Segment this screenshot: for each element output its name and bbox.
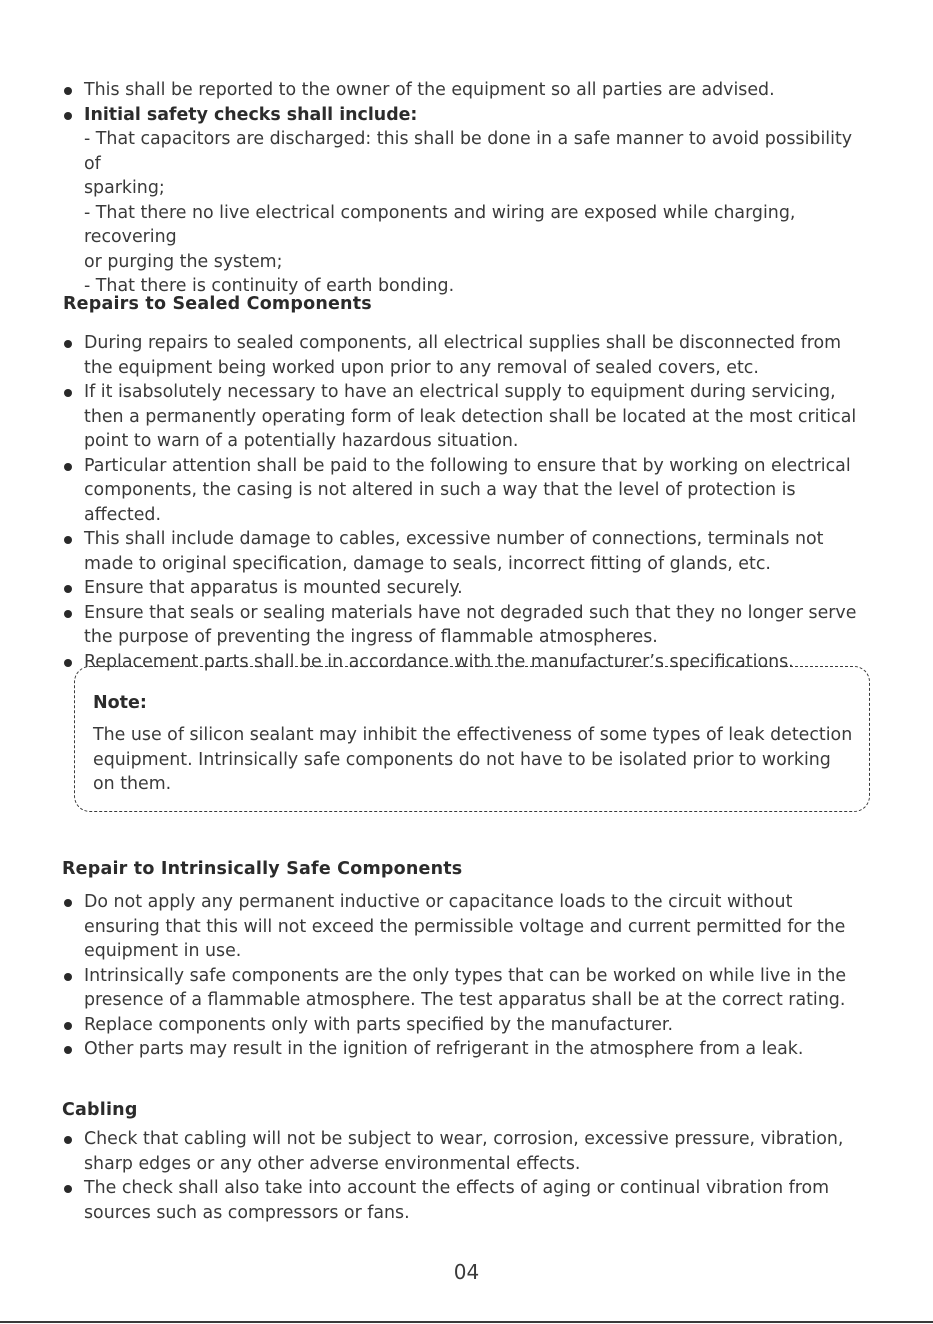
list-item-text: Check that cabling will not be subject to wear, corrosion, excessive pressure, vibration, sharp edges or any other adverse environmental effects.: [84, 1129, 844, 1174]
bullet-icon: [64, 585, 72, 593]
bullet-icon: [64, 1136, 72, 1144]
list-item-text: Do not apply any permanent inductive or capacitance loads to the circuit without ensuring that this will not exceed the permissible voltage and current permitted for the equipment in use.: [84, 892, 846, 961]
safety-checks-list: [62, 78, 872, 127]
cabling-section: [62, 1127, 872, 1225]
section-heading-sealed: Repairs to Sealed Components: [63, 294, 372, 314]
bullet-icon: [64, 659, 72, 667]
bullet-icon: [64, 87, 72, 95]
intrinsic-list: [62, 890, 872, 1062]
list-item: [62, 601, 872, 650]
sub-item-line: - That capacitors are discharged: this shall be done in a safe manner to avoid possibility of: [84, 129, 853, 174]
list-item: [62, 1127, 872, 1176]
list-item: [62, 380, 872, 454]
list-item: [62, 964, 872, 1013]
cabling-list: [62, 1127, 872, 1225]
bullet-icon: [64, 112, 72, 120]
section-heading-intrinsic: Repair to Intrinsically Safe Components: [62, 859, 463, 879]
list-item: [62, 1013, 872, 1038]
sub-item-line: - That there is continuity of earth bonding.: [84, 276, 455, 296]
list-item-text: The check shall also take into account the effects of aging or continual vibration from sources such as compressors or fans.: [84, 1178, 830, 1223]
list-item: [62, 527, 872, 576]
list-item-text: Initial safety checks shall include:: [84, 104, 418, 125]
list-item-text: This shall be reported to the owner of the equipment so all parties are advised.: [84, 80, 775, 100]
bullet-icon: [64, 536, 72, 544]
bullet-icon: [64, 899, 72, 907]
bullet-icon: [64, 340, 72, 348]
list-item-text: Replace components only with parts specified by the manufacturer.: [84, 1014, 673, 1035]
list-item-text: Particular attention shall be paid to the following to ensure that by working on electrical components, the casing is not altered in such a way that the level of protection is affected.: [84, 455, 851, 525]
list-item-text: Replacement parts shall be in accordance with the manufacturer’s specifications.: [84, 651, 794, 672]
list-item: [62, 576, 872, 601]
list-item-text: Ensure that seals or sealing materials have not degraded such that they no longer serve the purpose of preventing the ingress of flammable atmospheres.: [84, 602, 857, 647]
list-item-text: Ensure that apparatus is mounted securely.: [84, 578, 463, 598]
list-item: [62, 331, 872, 380]
section-heading-cabling: Cabling: [62, 1100, 138, 1120]
sealed-list: [62, 331, 872, 674]
safety-checks-section: [62, 78, 872, 299]
bullet-icon: [64, 1022, 72, 1030]
list-item-text: During repairs to sealed components, all electrical supplies shall be disconnected from the equipment being worked upon prior to any removal of sealed covers, etc.: [84, 333, 842, 378]
note-title: Note:: [93, 693, 147, 713]
sub-item-line: sparking;: [84, 178, 165, 198]
intrinsic-section: [62, 890, 872, 1062]
bullet-icon: [64, 389, 72, 397]
note-box: [74, 666, 870, 812]
bullet-icon: [64, 1046, 72, 1054]
bullet-icon: [64, 1185, 72, 1193]
bullet-icon: [64, 610, 72, 618]
list-item-text: Other parts may result in the ignition of refrigerant in the atmosphere from a leak.: [84, 1039, 804, 1059]
list-item: [62, 890, 872, 964]
list-item-text: Intrinsically safe components are the only types that can be worked on while live in the presence of a flammable atmosphere. The test apparatus shall be at the correct rating.: [84, 965, 847, 1010]
bullet-icon: [64, 973, 72, 981]
list-item: [62, 1176, 872, 1225]
list-item: [62, 454, 872, 528]
list-item: [62, 1037, 872, 1062]
bullet-icon: [64, 463, 72, 471]
list-item: [62, 103, 872, 128]
page-number: 04: [453, 1260, 480, 1284]
note-text: The use of silicon sealant may inhibit the effectiveness of some types of leak detection equipment. Intrinsically safe components do not have to be isolated prior to working on them.: [93, 725, 853, 794]
bottom-rule: [0, 1321, 933, 1323]
list-item-text: If it isabsolutely necessary to have an electrical supply to equipment during servicing, then a permanently operating form of leak detection shall be located at the most critical point to warn of a potentially hazardous situation.: [84, 382, 857, 451]
sub-item-line: or purging the system;: [84, 251, 283, 272]
sub-item-line: - That there no live electrical components and wiring are exposed while charging, recovering: [84, 202, 796, 247]
sealed-section: [62, 331, 872, 674]
list-item-text: This shall include damage to cables, excessive number of connections, terminals not made to original specification, damage to seals, incorrect fitting of glands, etc.: [84, 529, 824, 574]
list-item: [62, 78, 872, 103]
